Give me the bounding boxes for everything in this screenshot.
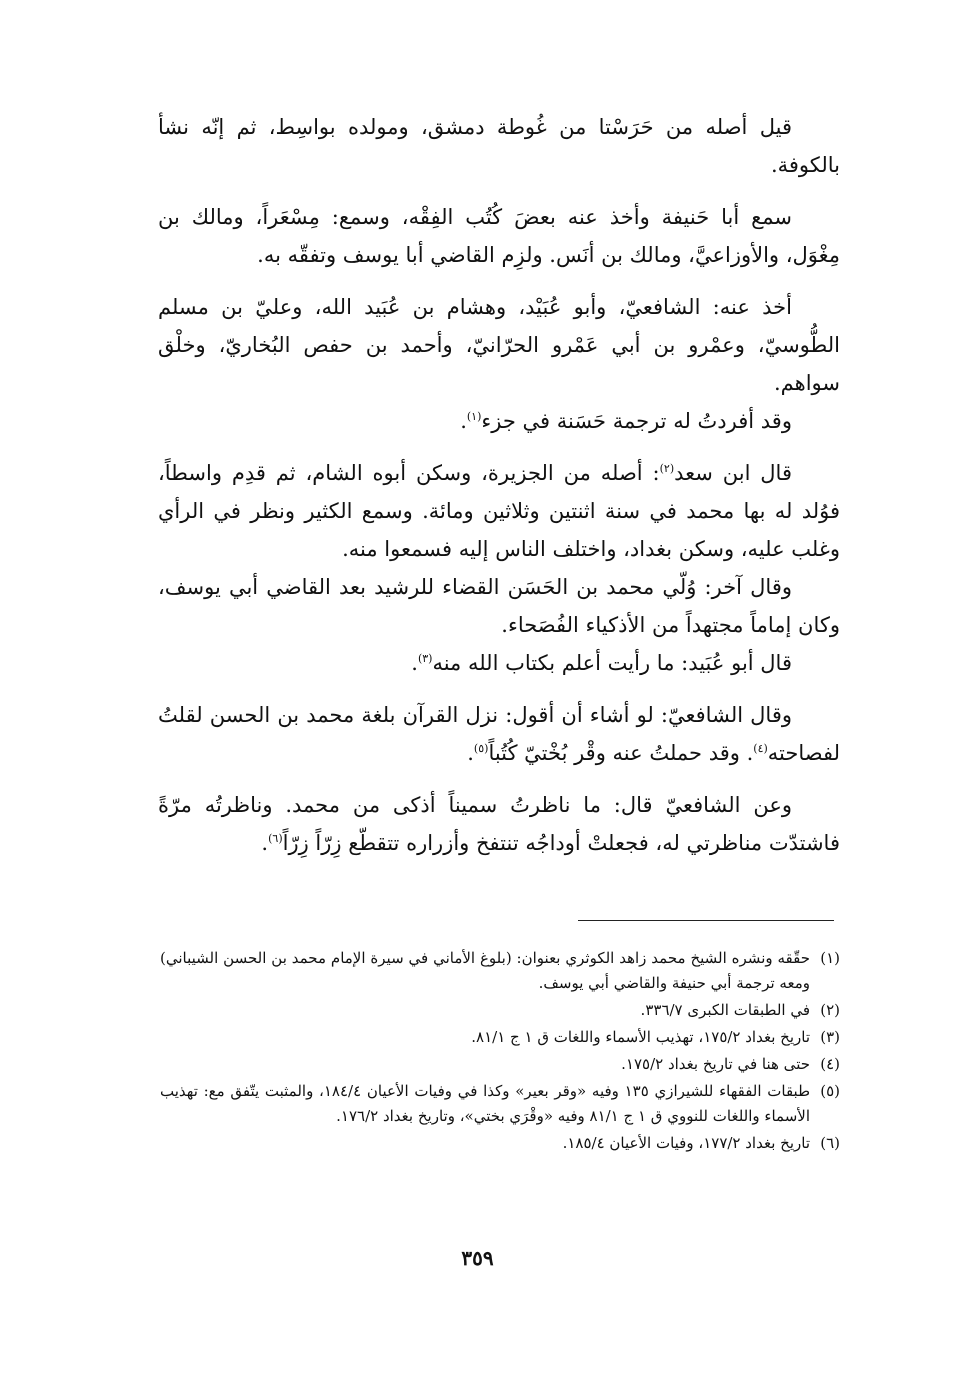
footnote-number: (٤)	[820, 1055, 840, 1073]
footnote	[160, 1079, 840, 1129]
paragraph: وعن الشافعيّ قال: ما ناظرتُ سميناً أذكى من محمد. وناظرتُه مرّةً فاشتدّت مناظرتي له، فجعلتْ أوداجُه تنتفخ وأزراره تتقطّع زِرّاً زِرّاً$^{(٦)}$.	[158, 793, 840, 855]
footnote-number: (٦)	[820, 1134, 840, 1152]
footnote-number: (٥)	[820, 1082, 840, 1100]
paragraph: قيل أصله من حَرَسْتا من غُوطة دمشق، ومولده بواسِط، ثم إنّه نشأ بالكوفة.	[158, 115, 840, 177]
footnote-text: تاريخ بغداد ١٧٥/٢، تهذيب الأسماء واللغات ق ١ ج ٨١/١.	[471, 1028, 810, 1046]
footnote-number: (١)	[820, 949, 840, 967]
paragraph: سمع أبا حَنيفة وأخذ عنه بعضَ كُتُب الفِقْه، وسمع: مِسْعَراً، ومالك بن مِغْوَل، والأوزاعيَّ، ومالك بن أنَس. ولزِم القاضي أبا يوسف وتفقّه به.	[158, 205, 840, 267]
footnotes	[160, 946, 840, 1158]
footnote-number: (٢)	[820, 1001, 840, 1019]
footnote-number: (٣)	[820, 1028, 840, 1046]
footnote-text: طبقات الفقهاء للشيرازي ١٣٥ وفيه «وقر بعير» وكذا في وفيات الأعيان ١٨٤/٤، والمثبت يتّفق مع: تهذيب الأسماء واللغات للنووي ق ١ ج ٨١/١ وفيه «وقْرَي بختي»، وتاريخ بغداد ١٧٦/٢.	[160, 1082, 811, 1125]
footnote-ref: (١)	[466, 410, 482, 423]
main-text	[158, 108, 840, 862]
footnote	[160, 1025, 840, 1050]
footnote-text: تاريخ بغداد ١٧٧/٢، وفيات الأعيان ١٨٥/٤.	[562, 1134, 810, 1152]
footnote	[160, 998, 840, 1023]
paragraph: قال أبو عُبَيد: ما رأيت أعلم بكتاب الله منه$^{(٣)}$.	[411, 651, 792, 675]
footnote-ref: (٣)	[417, 652, 433, 665]
paragraph: وقال آخر: وُلّي محمد بن الحَسَن القضاء للرشيد بعد القاضي أبي يوسف، وكان إماماً مجتهداً من الأذكياء الفُصَحاء.	[158, 575, 840, 637]
footnote-ref: (٥)	[473, 742, 489, 755]
footnote-ref: (٤)	[753, 742, 768, 755]
paragraph: قال ابن سعد$^{(٢)}$: أصله من الجزيرة، وسكن أبوه الشام، ثم قدِم واسطاً، فوُلد له بها محمد في سنة اثنتين وثلاثين ومائة. وسمع الكثير ونظر في الرأي وغلب عليه، وسكن بغداد، واختلف الناس إليه فسمعوا منه.	[158, 461, 840, 561]
page-number: ٣٥٩	[461, 1246, 494, 1270]
paragraph: أخذ عنه: الشافعيّ، وأبو عُبَيْد، وهشام بن عُبَيد الله، وعليّ بن مسلم الطُّوسيّ، وعمْرو بن أبي عَمْرو الحرّانيّ، وأحمد بن حفص البُخاريّ، وخلْق سواهم.	[158, 295, 840, 395]
paragraph: وقال الشافعيّ: لو أشاء أن أقول: نزل القرآن بلغة محمد بن الحسن لقلتُ لفصاحته$^{(٤)}$. وقد حملتُ عنه وقْر بُخْتيّ كُتُباً$^{(٥)}$.	[158, 703, 840, 765]
footnote-separator	[578, 920, 834, 921]
paragraph: وقد أفردتُ له ترجمة حَسَنة في جزء$^{(١)}$.	[460, 409, 792, 433]
footnote	[160, 946, 840, 996]
footnote	[160, 1131, 840, 1156]
footnote-text: حتى هنا في تاريخ بغداد ١٧٥/٢.	[621, 1055, 810, 1073]
footnote-ref: (٢)	[659, 462, 675, 475]
footnote-ref: (٦)	[268, 832, 283, 845]
footnote-text: في الطبقات الكبرى ٣٣٦/٧.	[640, 1001, 810, 1019]
footnote-text: حقّقه ونشره الشيخ محمد زاهد الكوثري بعنوان: (بلوغ الأماني في سيرة الإمام محمد بن الحسن الشيباني) ومعه ترجمة أبي حنيفة والقاضي أبي يوسف.	[160, 949, 810, 992]
footnote	[160, 1052, 840, 1077]
